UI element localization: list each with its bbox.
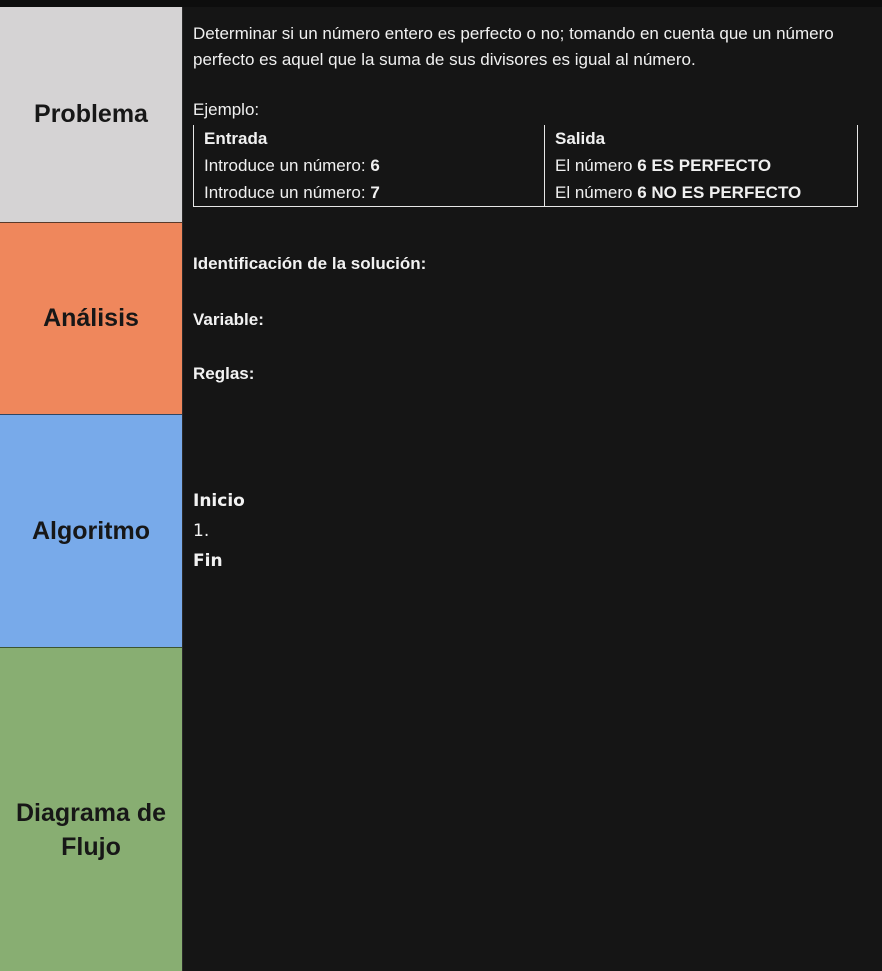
problem-description: Determinar si un número entero es perfecto o no; tomando en cuenta que un número perfecto es aquel que la suma de sus divisores es igual al número. [193, 24, 834, 69]
input-prefix: Introduce un número: [204, 155, 371, 175]
example-label: Ejemplo: [193, 100, 260, 119]
row-output [545, 152, 858, 179]
input-prefix: Introduce un número: [204, 182, 371, 202]
algorithm-end: Fin [193, 551, 223, 571]
example-table [193, 125, 858, 207]
variable-label: Variable: [193, 310, 264, 329]
input-value: 7 [370, 182, 380, 202]
column-divider [182, 7, 183, 971]
row-output [545, 179, 858, 207]
top-bar [0, 0, 882, 7]
table-header-row [194, 125, 858, 152]
section-label-algoritmo: Algoritmo [0, 414, 182, 647]
diagrama-label-line1: Diagrama de [15, 798, 167, 827]
output-value: 6 NO ES PERFECTO [637, 182, 802, 202]
row-input [194, 152, 545, 179]
section-label-problema: Problema [0, 7, 182, 222]
diagrama-label-line2: Flujo [61, 832, 121, 861]
identificacion-label: Identificación de la solución: [193, 254, 427, 273]
algorithm-step-1: 1. [193, 521, 210, 541]
output-prefix: El número [555, 182, 638, 202]
table-row [194, 179, 858, 207]
table-row [194, 152, 858, 179]
section-label-analisis: Análisis [0, 222, 182, 414]
reglas-label: Reglas: [193, 364, 255, 383]
input-value: 6 [370, 155, 380, 175]
output-prefix: El número [555, 155, 638, 175]
section-label-diagrama [0, 647, 182, 971]
header-salida: Salida [545, 125, 858, 152]
header-entrada: Entrada [194, 125, 545, 152]
algorithm-start: Inicio [193, 491, 245, 511]
output-value: 6 ES PERFECTO [637, 155, 772, 175]
row-input [194, 179, 545, 207]
